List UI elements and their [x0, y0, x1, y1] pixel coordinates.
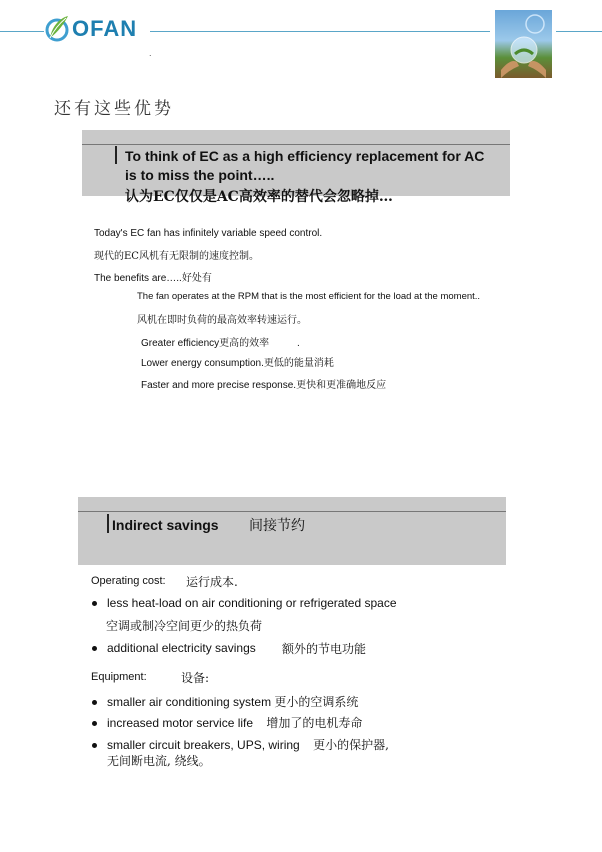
header-rule-far-right [556, 31, 602, 32]
s1-line-1: Today's EC fan has infinitely variable speed control. [94, 228, 323, 239]
header-rule-right [150, 31, 490, 32]
logo-text: OFAN [72, 16, 138, 41]
op-bullet-1 [92, 596, 397, 610]
bullet-dot-icon [92, 601, 97, 606]
equipment-cn: 设备: [181, 671, 210, 685]
stray-mark: . [149, 48, 152, 58]
section2-panel-rule [78, 511, 506, 512]
eq-bullet-2-cn: 增加了的电机寿命 [266, 716, 363, 730]
eq-bullet-1 [92, 693, 358, 710]
operating-cn: 运行成本. [186, 575, 238, 589]
s1-line-3: The benefits are…..好处有 [94, 273, 212, 284]
op-bullet-2 [92, 641, 256, 655]
eq-bullet-3 [92, 736, 389, 753]
eq-bullet-3-line2: 无间断电流, 绕线。 [107, 754, 211, 768]
eq-bullet-2-text: increased motor service life [107, 716, 254, 730]
eq-bullet-2 [92, 714, 362, 731]
op-bullet-1-cn: 空调或制冷空间更少的热负荷 [106, 619, 263, 633]
section1-title-cn: 认为EC仅仅是AC高效率的替代会忽略掉… [125, 189, 393, 205]
s1-line-2: 现代的EC风机有无限制的速度控制。 [94, 251, 259, 262]
corner-photo [495, 10, 552, 78]
bullet-dot-icon [92, 721, 97, 726]
eq-bullet-3-cn: 更小的保护器, [313, 738, 389, 752]
section2-title: Indirect savings [112, 517, 219, 533]
op-bullet-2-text: additional electricity savings [107, 641, 256, 655]
eq-bullet-3-text: smaller circuit breakers, UPS, wiring [107, 738, 300, 752]
section2-title-cn: 间接节约 [249, 518, 305, 534]
s1-line-8: Faster and more precise response.更快和更准确地反应 [141, 380, 387, 391]
equipment-label: Equipment: [91, 671, 147, 683]
page-heading: 还有这些优势 [54, 99, 174, 119]
brand-logo [44, 14, 137, 44]
eq-bullet-1-cn: 更小的空调系统 [274, 695, 359, 709]
bullet-dot-icon [92, 646, 97, 651]
section1-panel-rule [82, 144, 510, 145]
section1-title-line2: is to miss the point….. [125, 167, 275, 183]
s1-line-5: 风机在即时负荷的最高效率转速运行。 [137, 315, 307, 326]
bullet-dot-icon [92, 743, 97, 748]
section2-marker-bar [107, 514, 109, 533]
section1-marker-bar [115, 146, 117, 164]
op-bullet-2-cn: 额外的节电功能 [282, 642, 367, 656]
bullet-dot-icon [92, 700, 97, 705]
operating-label: Operating cost: [91, 575, 166, 587]
header-rule-left [0, 31, 44, 32]
s1-line-7: Lower energy consumption.更低的能量消耗 [141, 358, 334, 369]
section1-title-line1: To think of EC as a high efficiency replacement for AC [125, 148, 485, 164]
eq-bullet-1-text: smaller air conditioning system [107, 695, 272, 709]
op-bullet-1-text: less heat-load on air conditioning or refrigerated space [107, 596, 397, 610]
globe-in-hands-icon [495, 10, 552, 78]
s1-line-4: The fan operates at the RPM that is the most efficient for the load at the moment.. [137, 291, 481, 302]
leaf-logo-icon [44, 14, 70, 44]
s1-line-6: Greater efficiency更高的效率 . [141, 338, 300, 349]
